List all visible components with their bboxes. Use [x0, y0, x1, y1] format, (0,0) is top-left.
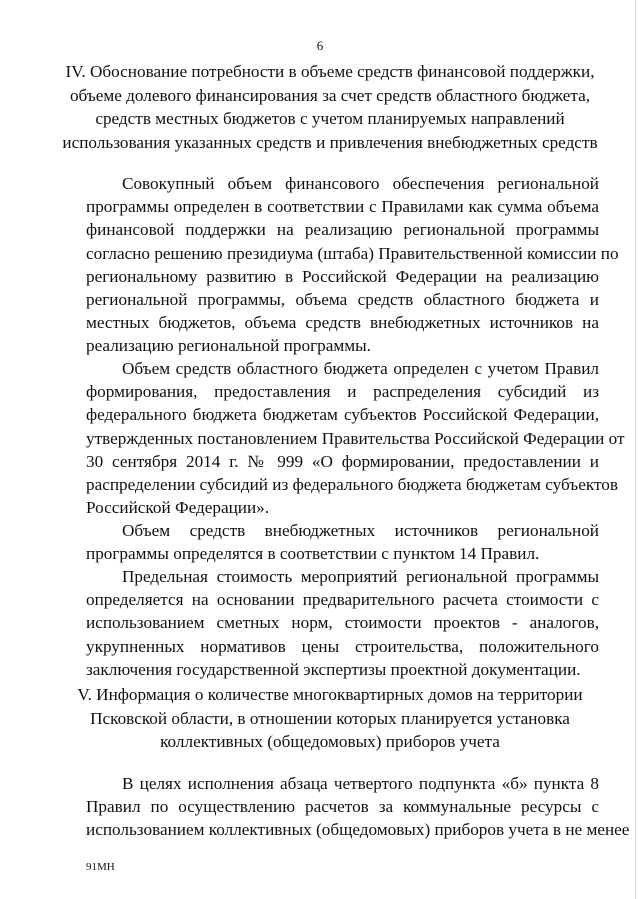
paragraph-line: программы определен в соответствии с Правилами как сумма объема [86, 197, 599, 217]
paragraph-extrabudgetary [86, 519, 599, 565]
paragraph-line: Совокупный объем финансового обеспечения региональной [122, 174, 599, 193]
paragraph-line: заключения государственной экспертизы проектной документации. [86, 659, 581, 679]
paragraph-line: Предельная стоимость мероприятий региональной программы [122, 567, 599, 586]
paragraph-line: определяется на основании предварительного расчета стоимости с [86, 590, 599, 610]
paragraph-cost-limit [86, 565, 599, 681]
paragraph-line: согласно решению президиума (штаба) Правительственной комиссии по [86, 243, 619, 263]
scan-edge-line [635, 0, 636, 899]
paragraph-line: местных бюджетов, объема средств внебюджетных источников на [86, 313, 599, 333]
heading-line: средств местных бюджетов с учетом планируемых направлений [95, 109, 565, 128]
paragraph-line: формирования, предоставления и распределения субсидий из [86, 382, 599, 402]
paragraph-line: 30 сентября 2014 г. № 999 «О формировании, предоставлении и [86, 451, 599, 471]
heading-line: использования указанных средств и привлечения внебюджетных средств [62, 132, 598, 152]
paragraph-line: распределении субсидий из федерального бюджета бюджетам субъектов [86, 474, 618, 494]
heading-line: Псковской области, в отношении которых планируется установка [90, 708, 570, 728]
paragraph-line: Объем средств внебюджетных источников региональной [122, 521, 599, 540]
heading-line: IV. Обоснование потребности в объеме средств финансовой поддержки, [65, 62, 595, 81]
paragraph-line: укрупненных нормативов цены строительства, положительного [86, 636, 599, 656]
page-number: 6 [316, 38, 324, 53]
paragraph-meters [86, 772, 630, 842]
paragraph-line: финансовой поддержки на реализацию региональной программы [86, 220, 599, 240]
paragraph-line: использованием сметных норм, стоимости проектов - аналогов, [86, 613, 599, 633]
paragraph-line: Правил по осуществлению расчетов за коммунальные ресурсы с [86, 797, 599, 817]
paragraph-line: программы определятся в соответствии с пунктом 14 Правил. [86, 544, 540, 564]
heading-line: коллективных (общедомовых) приборов учета [160, 732, 500, 751]
paragraph-line: использованием коллективных (общедомовых) приборов учета в не менее [86, 820, 630, 840]
section-5-heading [60, 683, 600, 754]
heading-line: объеме долевого финансирования за счет средств областного бюджета, [69, 85, 591, 105]
paragraph-line: реализацию региональной программы. [86, 336, 371, 356]
paragraph-total-funding [86, 172, 619, 358]
paragraph-line: региональному развитию в Российской Федерации на реализацию [86, 266, 599, 286]
paragraph-line: федерального бюджета бюджетам субъектов Российской Федерации, [86, 405, 599, 425]
paragraph-line: утвержденных постановлением Правительства Российской Федерации от [86, 428, 625, 448]
heading-line: V. Информация о количестве многоквартирных домов на территории [77, 685, 583, 704]
paragraph-line: Российской Федерации». [86, 498, 270, 518]
section-4-heading [60, 60, 600, 154]
paragraph-line: региональной программы, объема средств областного бюджета и [86, 289, 599, 309]
paragraph-line: Объем средств областного бюджета определен с учетом Правил [122, 359, 599, 378]
document-code: 91МН [86, 861, 115, 873]
paragraph-line: В целях исполнения абзаца четвертого подпункта «б» пункта 8 [122, 774, 599, 793]
paragraph-regional-budget [86, 357, 625, 519]
